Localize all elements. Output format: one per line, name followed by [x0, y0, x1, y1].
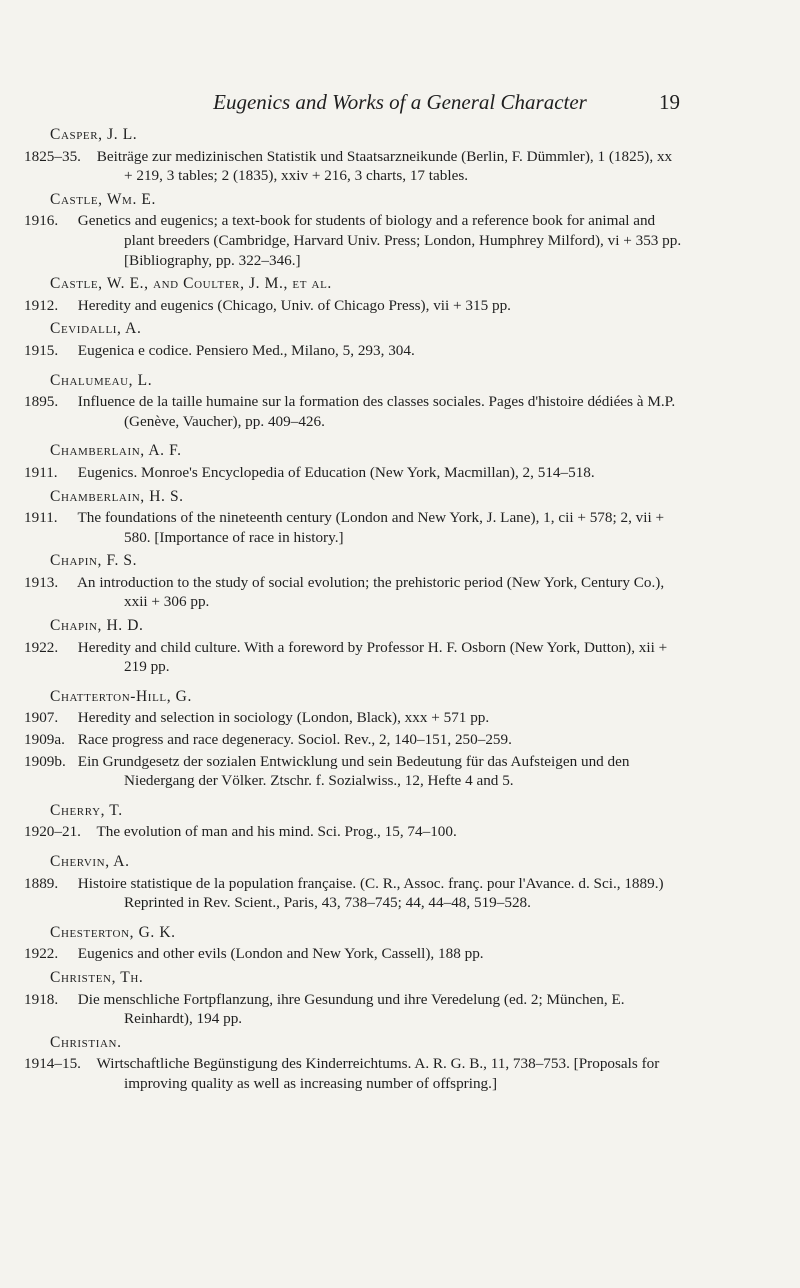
work-citation: Eugenics and other evils (London and New York, Cassell), 188 pp. [77, 945, 484, 963]
entry-work: 1909b. Ein Grundgesetz der sozialen Entwicklung und sein Bedeutung für das Aufsteigen und den Niedergang der Völker. Ztschr. f. Sozialwiss., 12, Hefte 4 and 5. [24, 752, 630, 790]
running-title: Eugenics and Works of a General Character [213, 90, 587, 114]
entry-work: 1911. The foundations of the nineteenth century (London and New York, J. Lane), 1, cii + 578; 2, vii + 580. [Importance of race in history.] [24, 509, 665, 546]
bib-entry [24, 441, 682, 482]
entry-author: Chapin, F. S. [50, 552, 138, 570]
bib-entry [24, 616, 682, 677]
work-year: 1825–35. [24, 147, 81, 165]
entry-author: Chamberlain, A. F. [50, 442, 182, 460]
bib-entry [24, 923, 682, 964]
bib-entry [24, 274, 682, 315]
bib-entry [24, 371, 682, 432]
bib-entry [24, 1033, 682, 1094]
bib-entry [24, 852, 682, 913]
work-citation: Eugenics. Monroe's Encyclopedia of Education (New York, Macmillan), 2, 514–518. [77, 463, 595, 481]
entry-author: Christian. [50, 1033, 122, 1051]
entry-work: 1922. Eugenics and other evils (London and New York, Cassell), 188 pp. [24, 945, 484, 963]
entry-work: 1918. Die menschliche Fortpflanzung, ihre Gesundung und ihre Veredelung (ed. 2; München, E. Reinhardt), 194 pp. [24, 990, 625, 1028]
entry-work: 1915. Eugenica e codice. Pensiero Med., Milano, 5, 293, 304. [24, 341, 415, 359]
entry-author: Cherry, T. [50, 801, 123, 819]
entry-author: Casper, J. L. [50, 126, 138, 143]
entry-work [24, 147, 682, 186]
entry-author: Chamberlain, H. S. [50, 487, 184, 505]
bib-entry [24, 968, 682, 1029]
bib-entry [24, 801, 682, 842]
entry-author: Chalumeau, L. [50, 371, 153, 389]
entry-work: 1912. Heredity and eugenics (Chicago, Univ. of Chicago Press), vii + 315 pp. [24, 296, 511, 314]
page-number: 19 [659, 90, 680, 114]
entry-work [24, 1054, 682, 1093]
entry-author: Chervin, A. [50, 853, 130, 870]
entry-work: 1916. Genetics and eugenics; a text-book for students of biology and a reference book for animal and plant breeders (Cambridge, Harvard Univ. Press; London, Humphrey Milford), vi + 353 pp. [Bibliography, pp. 322–346.] [24, 212, 682, 269]
entry-author: Castle, W. E., and Coulter, J. M., et al. [50, 275, 332, 293]
bib-entry [24, 125, 682, 186]
entry-work [24, 822, 682, 842]
work-citation: Die menschliche Fortpflanzung, ihre Gesundung und ihre Veredelung (ed. 2; München, E. Reinhardt), 194 pp. [77, 990, 625, 1028]
work-citation: Ein Grundgesetz der sozialen Entwicklung und sein Bedeutung für das Aufsteigen und den Niedergang der Völker. Ztschr. f. Sozialwiss., 12, Hefte 4 and 5. [77, 752, 630, 790]
entry-author: Cevidalli, A. [50, 320, 142, 338]
entry-author: Castle, Wm. E. [50, 190, 156, 208]
page-header [0, 90, 800, 118]
entry-author: Chatterton-Hill, G. [50, 687, 192, 705]
entry-work: 1895. Influence de la taille humaine sur la formation des classes sociales. Pages d'histoire dédiées à M.P. (Genève, Vaucher), pp. 409–426. [24, 393, 676, 430]
work-citation: The foundations of the nineteenth century (London and New York, J. Lane), 1, cii + 578; 2, vii + 580. [Importance of race in history.] [77, 509, 665, 546]
work-year: 1920–21. [24, 823, 81, 841]
entry-work: 1913. An introduction to the study of social evolution; the prehistoric period (New York, Century Co.), xxii + 306 pp. [24, 573, 665, 611]
work-citation: An introduction to the study of social evolution; the prehistoric period (New York, Century Co.), xxii + 306 pp. [76, 573, 665, 611]
entry-work: 1909a. Race progress and race degeneracy. Sociol. Rev., 2, 140–151, 250–259. [24, 731, 512, 749]
bib-entry [24, 551, 682, 612]
bib-entry [24, 687, 682, 791]
work-citation: Eugenica e codice. Pensiero Med., Milano, 5, 293, 304. [77, 341, 415, 359]
entry-author: Chesterton, G. K. [50, 923, 176, 941]
work-citation: Race progress and race degeneracy. Sociol. Rev., 2, 140–151, 250–259. [77, 731, 512, 749]
work-citation: Heredity and child culture. With a foreword by Professor H. F. Osborn (New York, Dutton), xii + 219 pp. [77, 638, 668, 676]
work-citation: Influence de la taille humaine sur la formation des classes sociales. Pages d'histoire dédiées à M.P. (Genève, Vaucher), pp. 409–426. [77, 393, 676, 430]
bib-entry [24, 487, 682, 548]
work-citation: Beiträge zur medizinischen Statistik und Staatsarzneikunde (Berlin, F. Dümmler), 1 (1825), xx + 219, 3 tables; 2 (1835), xxiv + 216, 3 charts, 17 tables. [96, 147, 673, 185]
work-citation: Histoire statistique de la population française. (C. R., Assoc. franç. pour l'Avance. d. Sci., 1889.) Reprinted in Rev. Scient., Paris, 43, 738–745; 44, 44–48, 519–528. [77, 874, 664, 912]
entry-author: Chapin, H. D. [50, 617, 144, 635]
work-citation: Heredity and selection in sociology (London, Black), xxx + 571 pp. [77, 709, 490, 727]
bibliography-list [24, 125, 682, 1098]
bib-entry [24, 319, 682, 360]
work-citation: Wirtschaftliche Begünstigung des Kinderreichtums. A. R. G. B., 11, 738–753. [Proposals for improving quality as well as increasing number of offspring.] [96, 1055, 660, 1092]
bib-entry [24, 190, 682, 270]
entry-author: Christen, Th. [50, 968, 144, 986]
entry-work: 1911. Eugenics. Monroe's Encyclopedia of Education (New York, Macmillan), 2, 514–518. [24, 463, 595, 481]
entry-work: 1889. Histoire statistique de la population française. (C. R., Assoc. franç. pour l'Avance. d. Sci., 1889.) Reprinted in Rev. Scient., Paris, 43, 738–745; 44, 44–48, 519–528. [24, 874, 664, 912]
entry-work: 1922. Heredity and child culture. With a foreword by Professor H. F. Osborn (New York, Dutton), xii + 219 pp. [24, 638, 668, 676]
entry-work: 1907. Heredity and selection in sociology (London, Black), xxx + 571 pp. [24, 709, 490, 727]
work-citation: The evolution of man and his mind. Sci. Prog., 15, 74–100. [96, 823, 457, 841]
work-citation: Heredity and eugenics (Chicago, Univ. of Chicago Press), vii + 315 pp. [77, 296, 511, 314]
work-year: 1914–15. [24, 1055, 81, 1073]
work-citation: Genetics and eugenics; a text-book for students of biology and a reference book for animal and plant breeders (Cambridge, Harvard Univ. Press; London, Humphrey Milford), vi + 353 pp. [Bibliography, pp. 322–346.] [77, 212, 682, 269]
